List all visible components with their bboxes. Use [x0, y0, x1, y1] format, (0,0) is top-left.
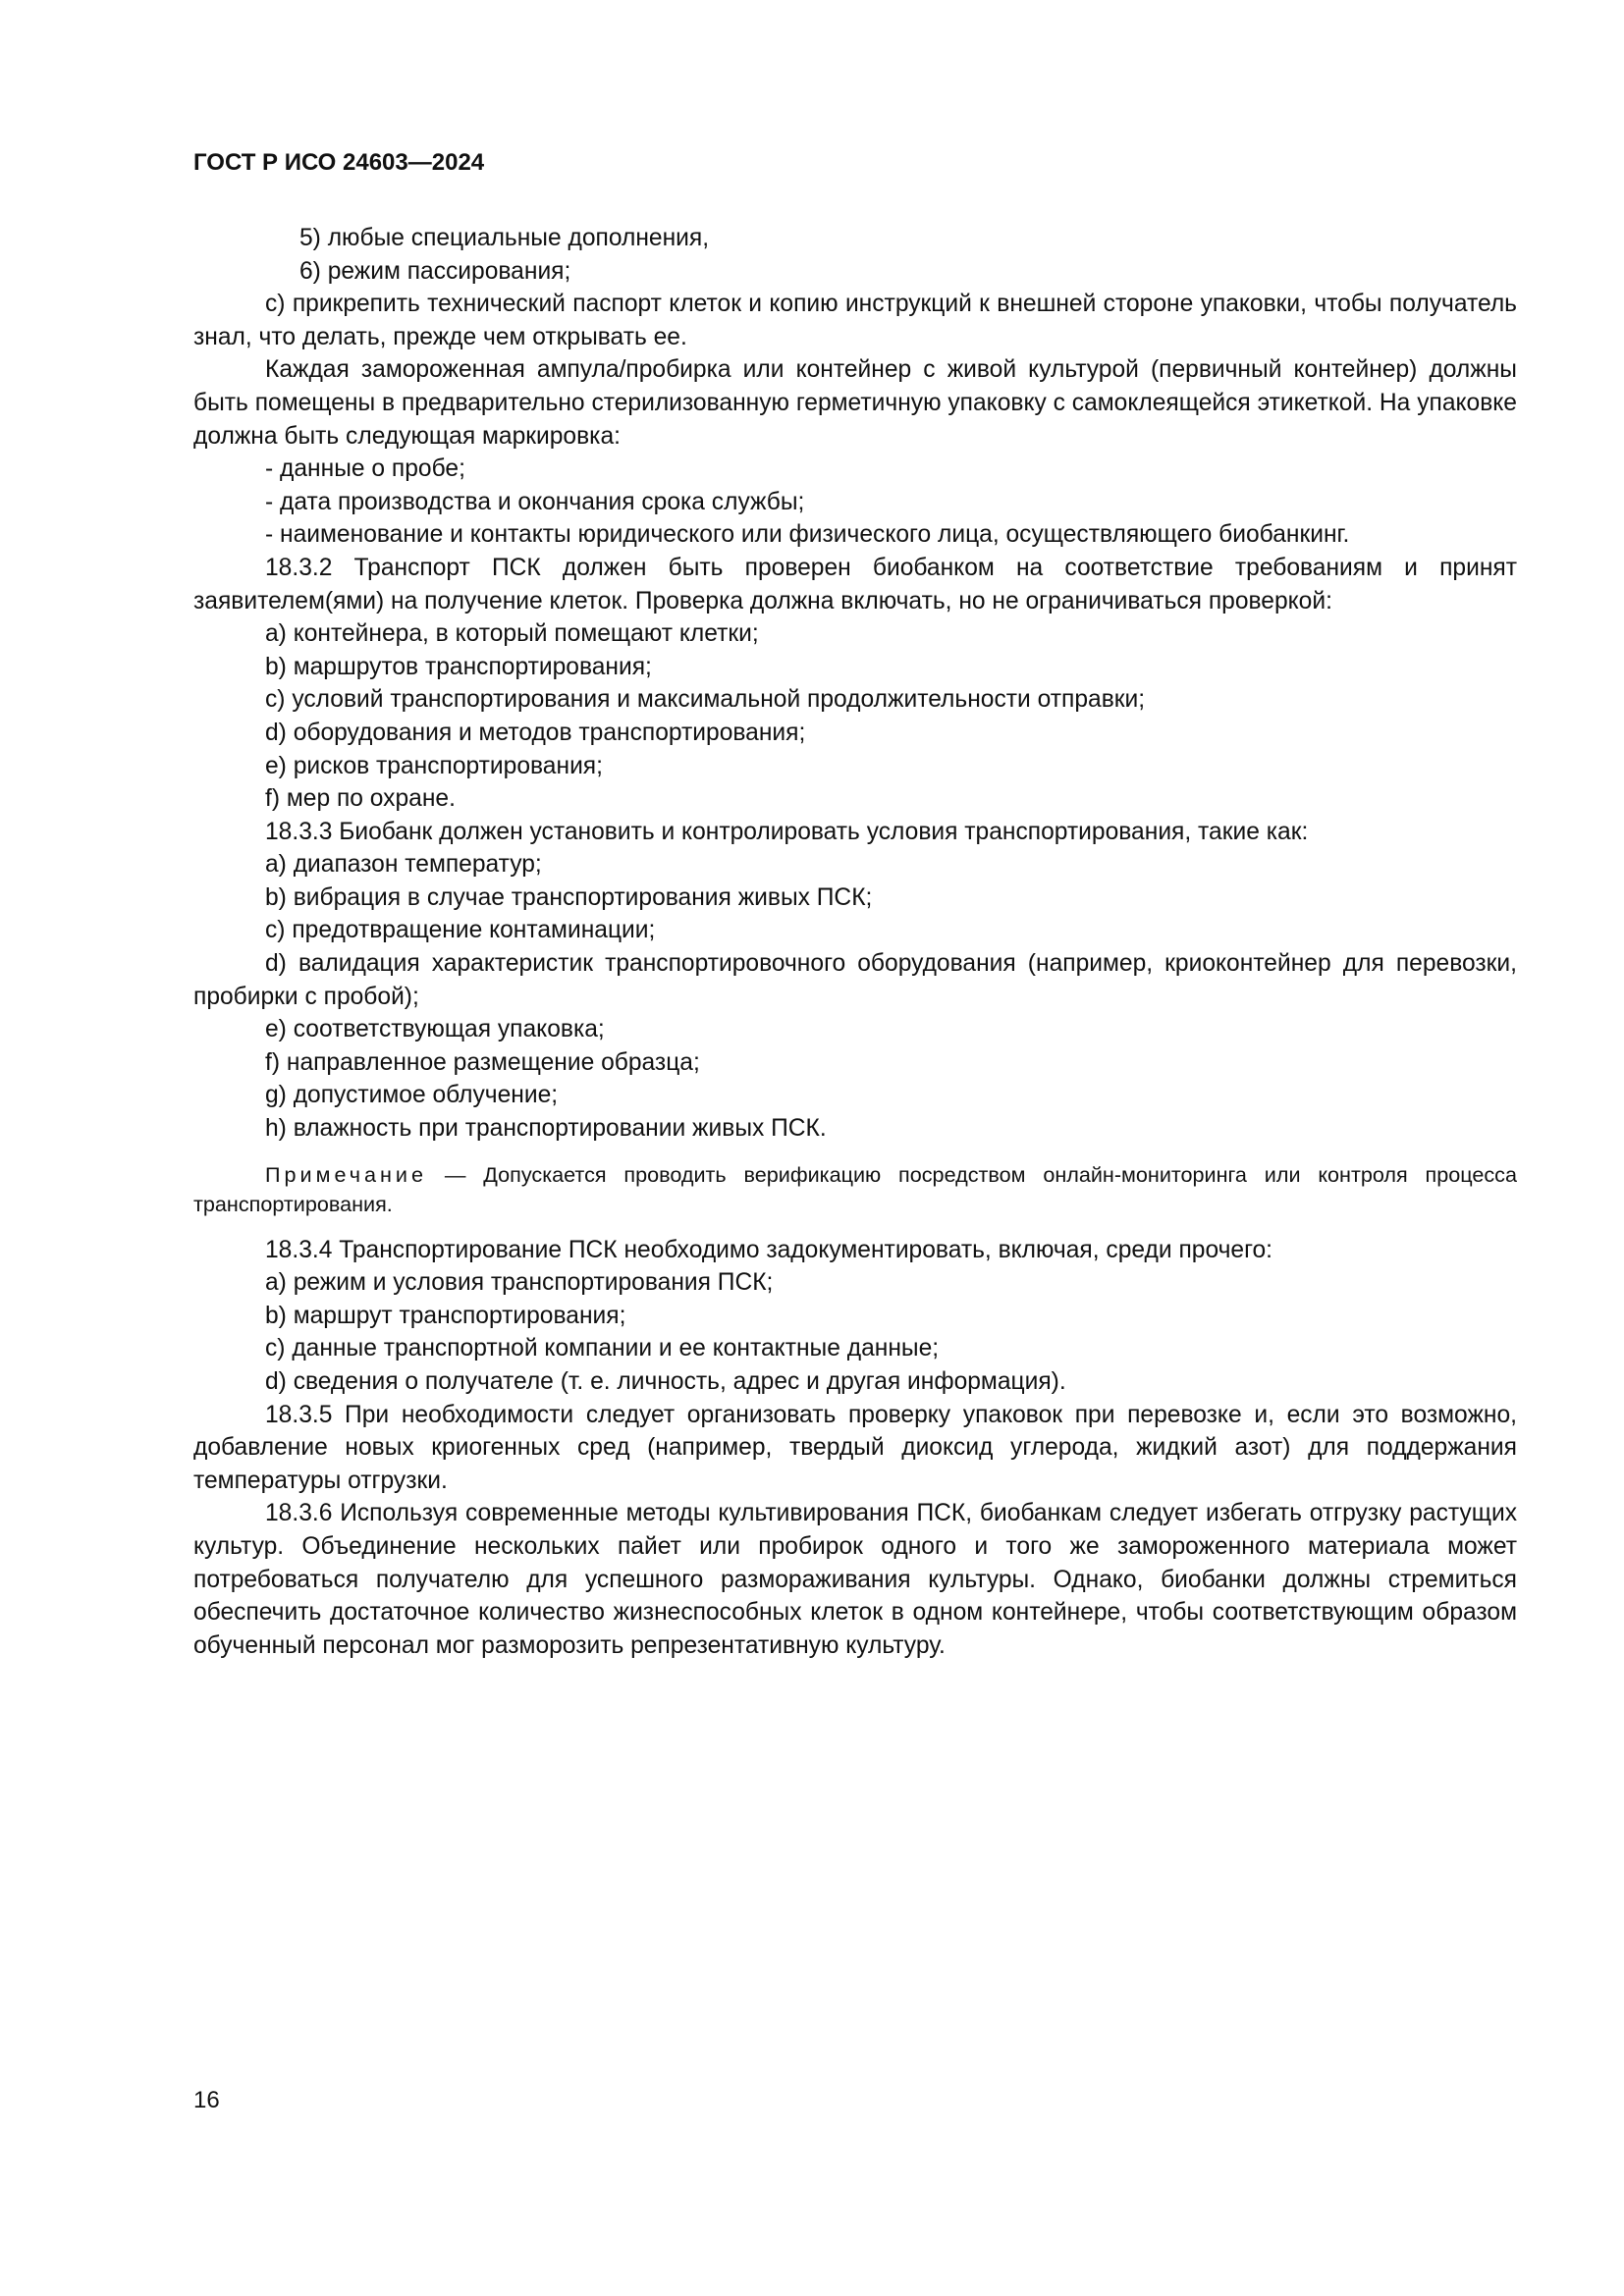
list-item-c: c) данные транспортной компании и ее контактные данные;	[265, 1335, 940, 1362]
list-item-f: f) направленное размещение образца;	[265, 1048, 700, 1076]
list-item-b: b) маршрутов транспортирования;	[265, 653, 652, 680]
list-item-e: e) соответствующая упаковка;	[265, 1016, 605, 1043]
list-item-d: d) сведения о получателе (т. е. личность, адрес и другая информация).	[265, 1368, 1066, 1395]
section-18-3-2: 18.3.2 Транспорт ПСК должен быть проверен биобанком на соответствие требованиям и принят заявителем(ями) на получение клеток. Проверка должна включать, но не ограничиваться проверкой:	[193, 554, 1517, 614]
page-number: 16	[193, 2087, 220, 2113]
note-label: Примечание	[265, 1161, 427, 1187]
list-item-f: f) мер по охране.	[265, 785, 456, 813]
note-block	[193, 1160, 1517, 1219]
document-body	[193, 222, 1517, 1662]
list-item-h: h) влажность при транспортировании живых ПСК.	[265, 1115, 827, 1143]
list-item-a: a) диапазон температур;	[265, 851, 542, 879]
section-18-3-3: 18.3.3 Биобанк должен установить и контролировать условия транспортирования, такие как:	[265, 818, 1309, 845]
paragraph-item-c: c) прикрепить технический паспорт клеток и копию инструкций к внешней стороне упаковки, чтобы получатель знал, что делать, прежде чем открывать ее.	[193, 291, 1517, 350]
list-item-5: 5) любые специальные дополнения,	[299, 225, 710, 251]
list-item-dash-1: - данные о пробе;	[265, 455, 465, 483]
list-item-dash-3: - наименование и контакты юридического или физического лица, осуществляющего биобанкинг.	[265, 521, 1350, 549]
list-item-e: e) рисков транспортирования;	[265, 752, 603, 779]
list-item-a: a) режим и условия транспортирования ПСК;	[265, 1269, 774, 1297]
list-item-b: b) вибрация в случае транспортирования живых ПСК;	[265, 883, 873, 911]
list-item-c: c) условий транспортирования и максимальной продолжительности отправки;	[265, 686, 1146, 714]
list-item-c: c) предотвращение контаминации;	[265, 917, 656, 944]
section-18-3-4: 18.3.4 Транспортирование ПСК необходимо задокументировать, включая, среди прочего:	[265, 1236, 1273, 1263]
list-item-b: b) маршрут транспортирования;	[265, 1302, 626, 1329]
list-item-g: g) допустимое облучение;	[265, 1082, 559, 1109]
note-text: — Допускается проводить верификацию посредством онлайн-мониторинга или контроля процесса транспортирования.	[193, 1161, 1517, 1216]
paragraph-packaging: Каждая замороженная ампула/пробирка или контейнер с живой культурой (первичный контейнер) должны быть помещены в предварительно стерилизованную герметичную упаковку с самоклеящейся этикеткой. На упаковке должна быть следующая маркировка:	[193, 356, 1517, 450]
document-header: ГОСТ Р ИСО 24603—2024	[193, 149, 485, 176]
list-item-a: a) контейнера, в который помещают клетки;	[265, 620, 759, 648]
list-item-d: d) валидация характеристик транспортировочного оборудования (например, криоконтейнер для перевозки, пробирки с пробой);	[193, 950, 1517, 1010]
section-18-3-6: 18.3.6 Используя современные методы культивирования ПСК, биобанкам следует избегать отгрузку растущих культур. Объединение нескольких пайет или пробирок одного и того же замороженного материала может потребоваться получателю для успешного размораживания культуры. Однако, биобанки должны стремиться обеспечить достаточное количество жизнеспособных клеток в одном контейнере, чтобы соответствующим образом обученный персонал мог разморозить репрезентативную культуру.	[193, 1500, 1517, 1659]
list-item-d: d) оборудования и методов транспортирования;	[265, 719, 806, 746]
list-item-dash-2: - дата производства и окончания срока службы;	[265, 488, 805, 515]
list-item-6: 6) режим пассирования;	[299, 257, 571, 285]
section-18-3-5: 18.3.5 При необходимости следует организовать проверку упаковок при перевозке и, если это возможно, добавление новых криогенных сред (например, твердый диоксид углерода, жидкий азот) для поддержания температуры отгрузки.	[193, 1401, 1517, 1494]
